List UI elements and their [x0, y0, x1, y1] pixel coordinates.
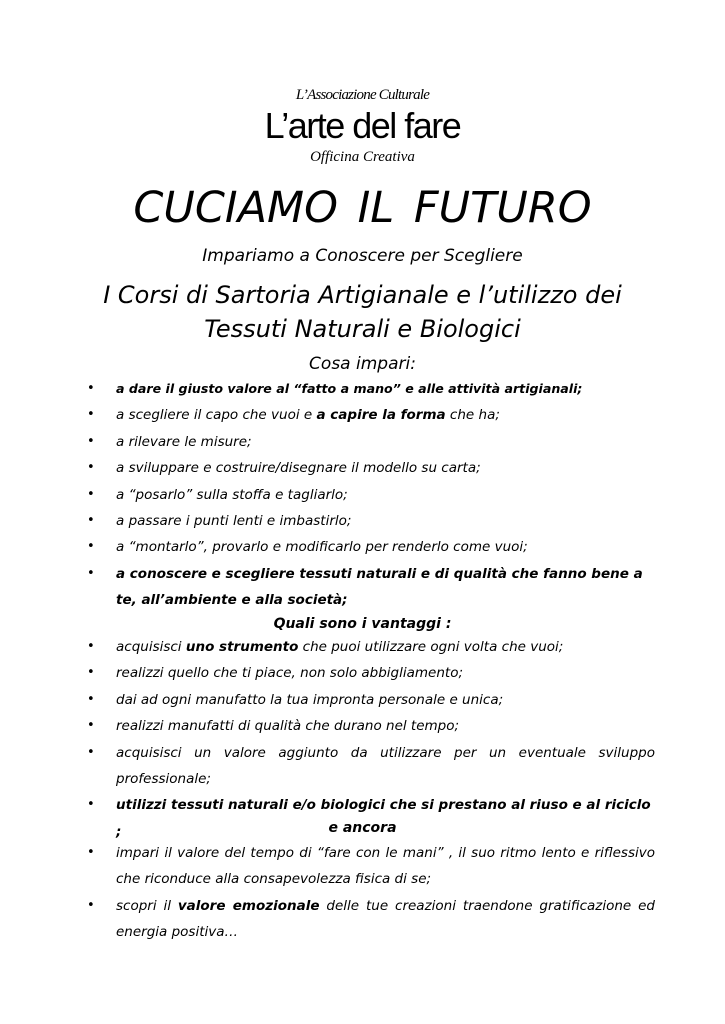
courses-heading-line-1: I Corsi di Sartoria Artigianale e l’utilizzo dei	[103, 281, 622, 309]
bullet-icon: •	[87, 691, 95, 707]
bullet-icon: •	[87, 407, 95, 423]
bullet-icon: •	[87, 845, 95, 860]
section-heading-learn: Cosa impari:	[309, 354, 416, 374]
list-item: • a rilevare le misure;	[90, 429, 655, 455]
list-item: • a dare il giusto valore al “fatto a mano” e alle attività artigianali;	[90, 376, 655, 402]
list-item: • dai ad ogni manufatto la tua impronta personale e unica;	[90, 687, 655, 713]
page-title: CUCIAMO IL FUTURO	[133, 183, 592, 233]
bullet-icon: •	[87, 460, 95, 476]
courses-heading-line-2: Tessuti Naturali e Biologici	[204, 315, 521, 343]
bullet-icon: •	[87, 665, 95, 681]
brand-name: L’arte del fare	[264, 105, 461, 146]
list-item: • scopri il valore emozionale delle tue creazioni traendone gratificazione ed energia positiva…	[90, 893, 655, 946]
list-item: • acquisisci uno strumento che puoi utilizzare ogni volta che vuoi;	[90, 634, 655, 660]
section-heading-benefits: Quali sono i vantaggi :	[273, 616, 452, 632]
bullet-icon: •	[87, 639, 95, 654]
list-item: • a “montarlo”, provarlo e modificarlo per renderlo come vuoi;	[90, 534, 655, 560]
list-item: • a passare i punti lenti e imbastirlo;	[90, 508, 655, 534]
brand-tagline: Officina Creativa	[310, 149, 415, 165]
list-item: • utilizzi tessuti naturali e/o biologici che si prestano al riuso e al riciclo ;	[90, 792, 655, 845]
bullet-icon: •	[87, 744, 95, 760]
list-item: • a scegliere il capo che vuoi e a capire la forma che ha;	[90, 402, 655, 428]
courses-heading	[60, 278, 665, 346]
bullet-icon: •	[87, 565, 95, 581]
bullet-icon: •	[87, 513, 95, 529]
association-label: L’Associazione Culturale	[295, 87, 430, 103]
list-item: • acquisisci un valore aggiunto da utilizzare per un eventuale sviluppo professionale;	[90, 740, 655, 793]
bullet-icon: •	[87, 486, 95, 502]
more-list	[87, 840, 655, 946]
list-item: • impari il valore del tempo di “fare con le mani” , il suo ritmo lento e riflessivo che riconduce alla consapevolezza fisica di se;	[90, 840, 655, 893]
list-item: • realizzi quello che ti piace, non solo abbigliamento;	[90, 660, 655, 686]
list-item: • a conoscere e scegliere tessuti naturali e di qualità che fanno bene a te, all’ambiente e alla società;	[90, 561, 655, 614]
list-item: • a “posarlo” sulla stoffa e tagliarlo;	[90, 482, 655, 508]
bullet-icon: •	[87, 897, 95, 913]
benefits-list	[87, 634, 655, 845]
list-item: • realizzi manufatti di qualità che durano nel tempo;	[90, 713, 655, 739]
bullet-icon: •	[87, 797, 95, 813]
bullet-icon: •	[87, 381, 95, 396]
page-subtitle: Impariamo a Conoscere per Scegliere	[202, 246, 523, 266]
bullet-icon: •	[87, 539, 95, 555]
bullet-icon: •	[87, 718, 95, 734]
learn-list	[87, 376, 655, 614]
bullet-icon: •	[87, 433, 95, 449]
section-heading-more: e ancora	[328, 820, 397, 836]
list-item: • a sviluppare e costruire/disegnare il modello su carta;	[90, 455, 655, 481]
